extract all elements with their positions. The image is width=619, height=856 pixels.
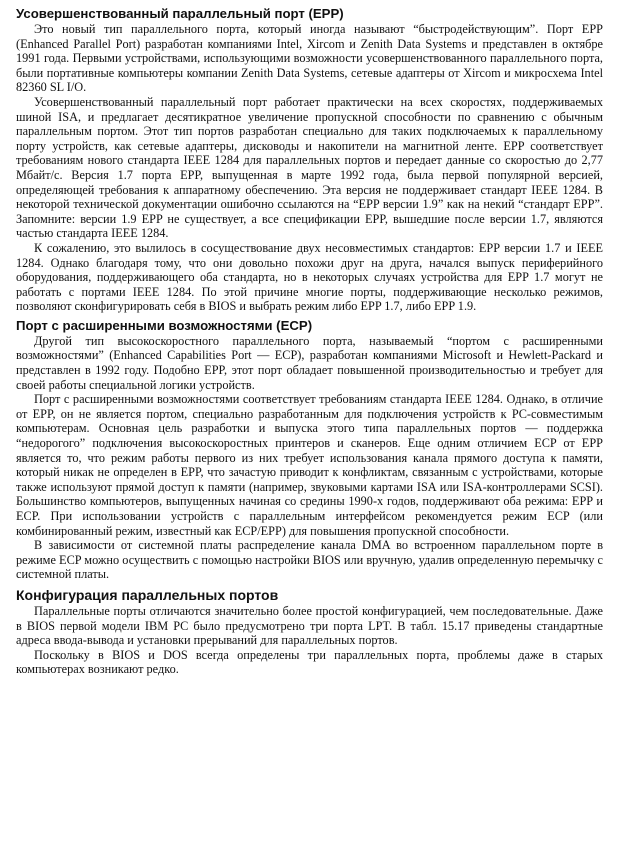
section-heading-epp: Усовершенствованный параллельный порт (EPP)	[16, 6, 344, 21]
paragraph: Это новый тип параллельного порта, который иногда называют “быстродействующим”. Порт EPP (Enhanced Parallel Port) разработан компаниями Intel, Xircom и Zenith Data Systems и представлен в октябре 1991 года. Первыми устройствами, использующими возможности усовершенствованного параллельного порта, были портативные компьютеры компании Zenith Data Systems, сетевые адаптеры от Xircom и микросхема Intel 82360 SL I/O.	[16, 22, 603, 95]
paragraph: Другой тип высокоскоростного параллельного порта, называемый “портом с расширенными возможностями” (Enhanced Capabilities Port — ECP), разработан компаниями Microsoft и Hewlett-Packard и представлен в 1992 году. Подобно EPP, этот порт обладает повышенной производительностью и требует для своей работы специальной логики устройств.	[16, 333, 603, 392]
paragraph: Поскольку в BIOS и DOS всегда определены три параллельных порта, проблемы даже в старых компьютерах возникают редко.	[16, 647, 603, 677]
section-heading-ecp: Порт с расширенными возможностями (ECP)	[16, 317, 313, 333]
section-configuration	[16, 588, 603, 677]
paragraph: К сожалению, это вылилось в сосуществование двух несовместимых стандартов: EPP версии 1.7 и IEEE 1284. Однако благодаря тому, что они довольно похожи друг на друга, начался выпуск периферийного оборудования, поддерживающего оба стандарта, но в некоторых случаях устройства для EPP 1.7 могут не работать с портами IEEE 1284. По этой причине многие порты, поддерживающие несколько режимов, позволяют сконфигурировать себя в BIOS и выбрать режим либо EPP 1.7, либо EPP 1.9.	[16, 240, 603, 314]
paragraph: Параллельные порты отличаются значительно более простой конфигурацией, чем последовательные. Даже в BIOS первой модели IBM PC было предусмотрено три порта LPT. В табл. 15.17 приведены стандартные адреса ввода-вывода и установки прерываний для параллельных портов.	[16, 603, 603, 648]
section-epp	[16, 6, 603, 314]
paragraph: В зависимости от системной платы распределение канала DMA во встроенном параллельном порте в режиме ECP можно осуществить с помощью настройки BIOS или вручную, удалив определенную перемычку с системной платы.	[16, 538, 603, 582]
paragraph: Порт с расширенными возможностями соответствует требованиям стандарта IEEE 1284. Однако, в отличие от EPP, он не является портом, специально разработанным для подключения устройств к PC-совместимым компьютерам. Основная цель разработки и выпуска этого типа параллельных портов — поддержка “недорогого” подключения высокоскоростных принтеров и сканеров. Еще одним отличием ECP от EPP является то, что режим работы первого из них требует использования канала прямого доступа к памяти, который никак не определен в EPP, что зачастую приводит к конфликтам, связанным с устройствами, которые также используют прямой доступ к памяти (например, звуковыми картами ISA или ISA-контроллерами SCSI). Большинство компьютеров, выпущенных начиная со средины 1990-х годов, поддерживают оба режима: EPP и ECP. При использовании устройств с параллельным интерфейсом рекомендуется режим ECP (или комбинированный режим, известный как ECP/EPP) для повышения пропускной способности.	[16, 392, 603, 538]
section-ecp	[16, 318, 603, 582]
section-heading-configuration: Конфигурация параллельных портов	[16, 586, 279, 603]
paragraph: Усовершенствованный параллельный порт работает практически на всех скоростях, поддерживаемых шиной ISA, и предлагает десятикратное увеличение пропускной способности по сравнению с обычным параллельным портом. Этот тип портов разработан специально для таких подключаемых к параллельному порту устройств, как сетевые адаптеры, дисководы и накопители на магнитной ленте. EPP соответствует требованиям нового стандарта IEEE 1284 для параллельных портов и передает данные со скоростью до 2,77 Мбайт/с. Версия 1.7 порта EPP, выпущенная в марте 1992 года, была первой популярной версией, определяющей требования к аппаратному обеспечению. Эта версия не поддерживает стандарт IEEE 1284. В некоторой технической документации ошибочно ссылаются на “EPP версии 1.9” как на некий “стандарт EPP”. Запомните: версии 1.9 EPP не существует, а все спецификации EPP, вышедшие после версии 1.7, являются частью стандарта IEEE 1284.	[16, 94, 604, 241]
